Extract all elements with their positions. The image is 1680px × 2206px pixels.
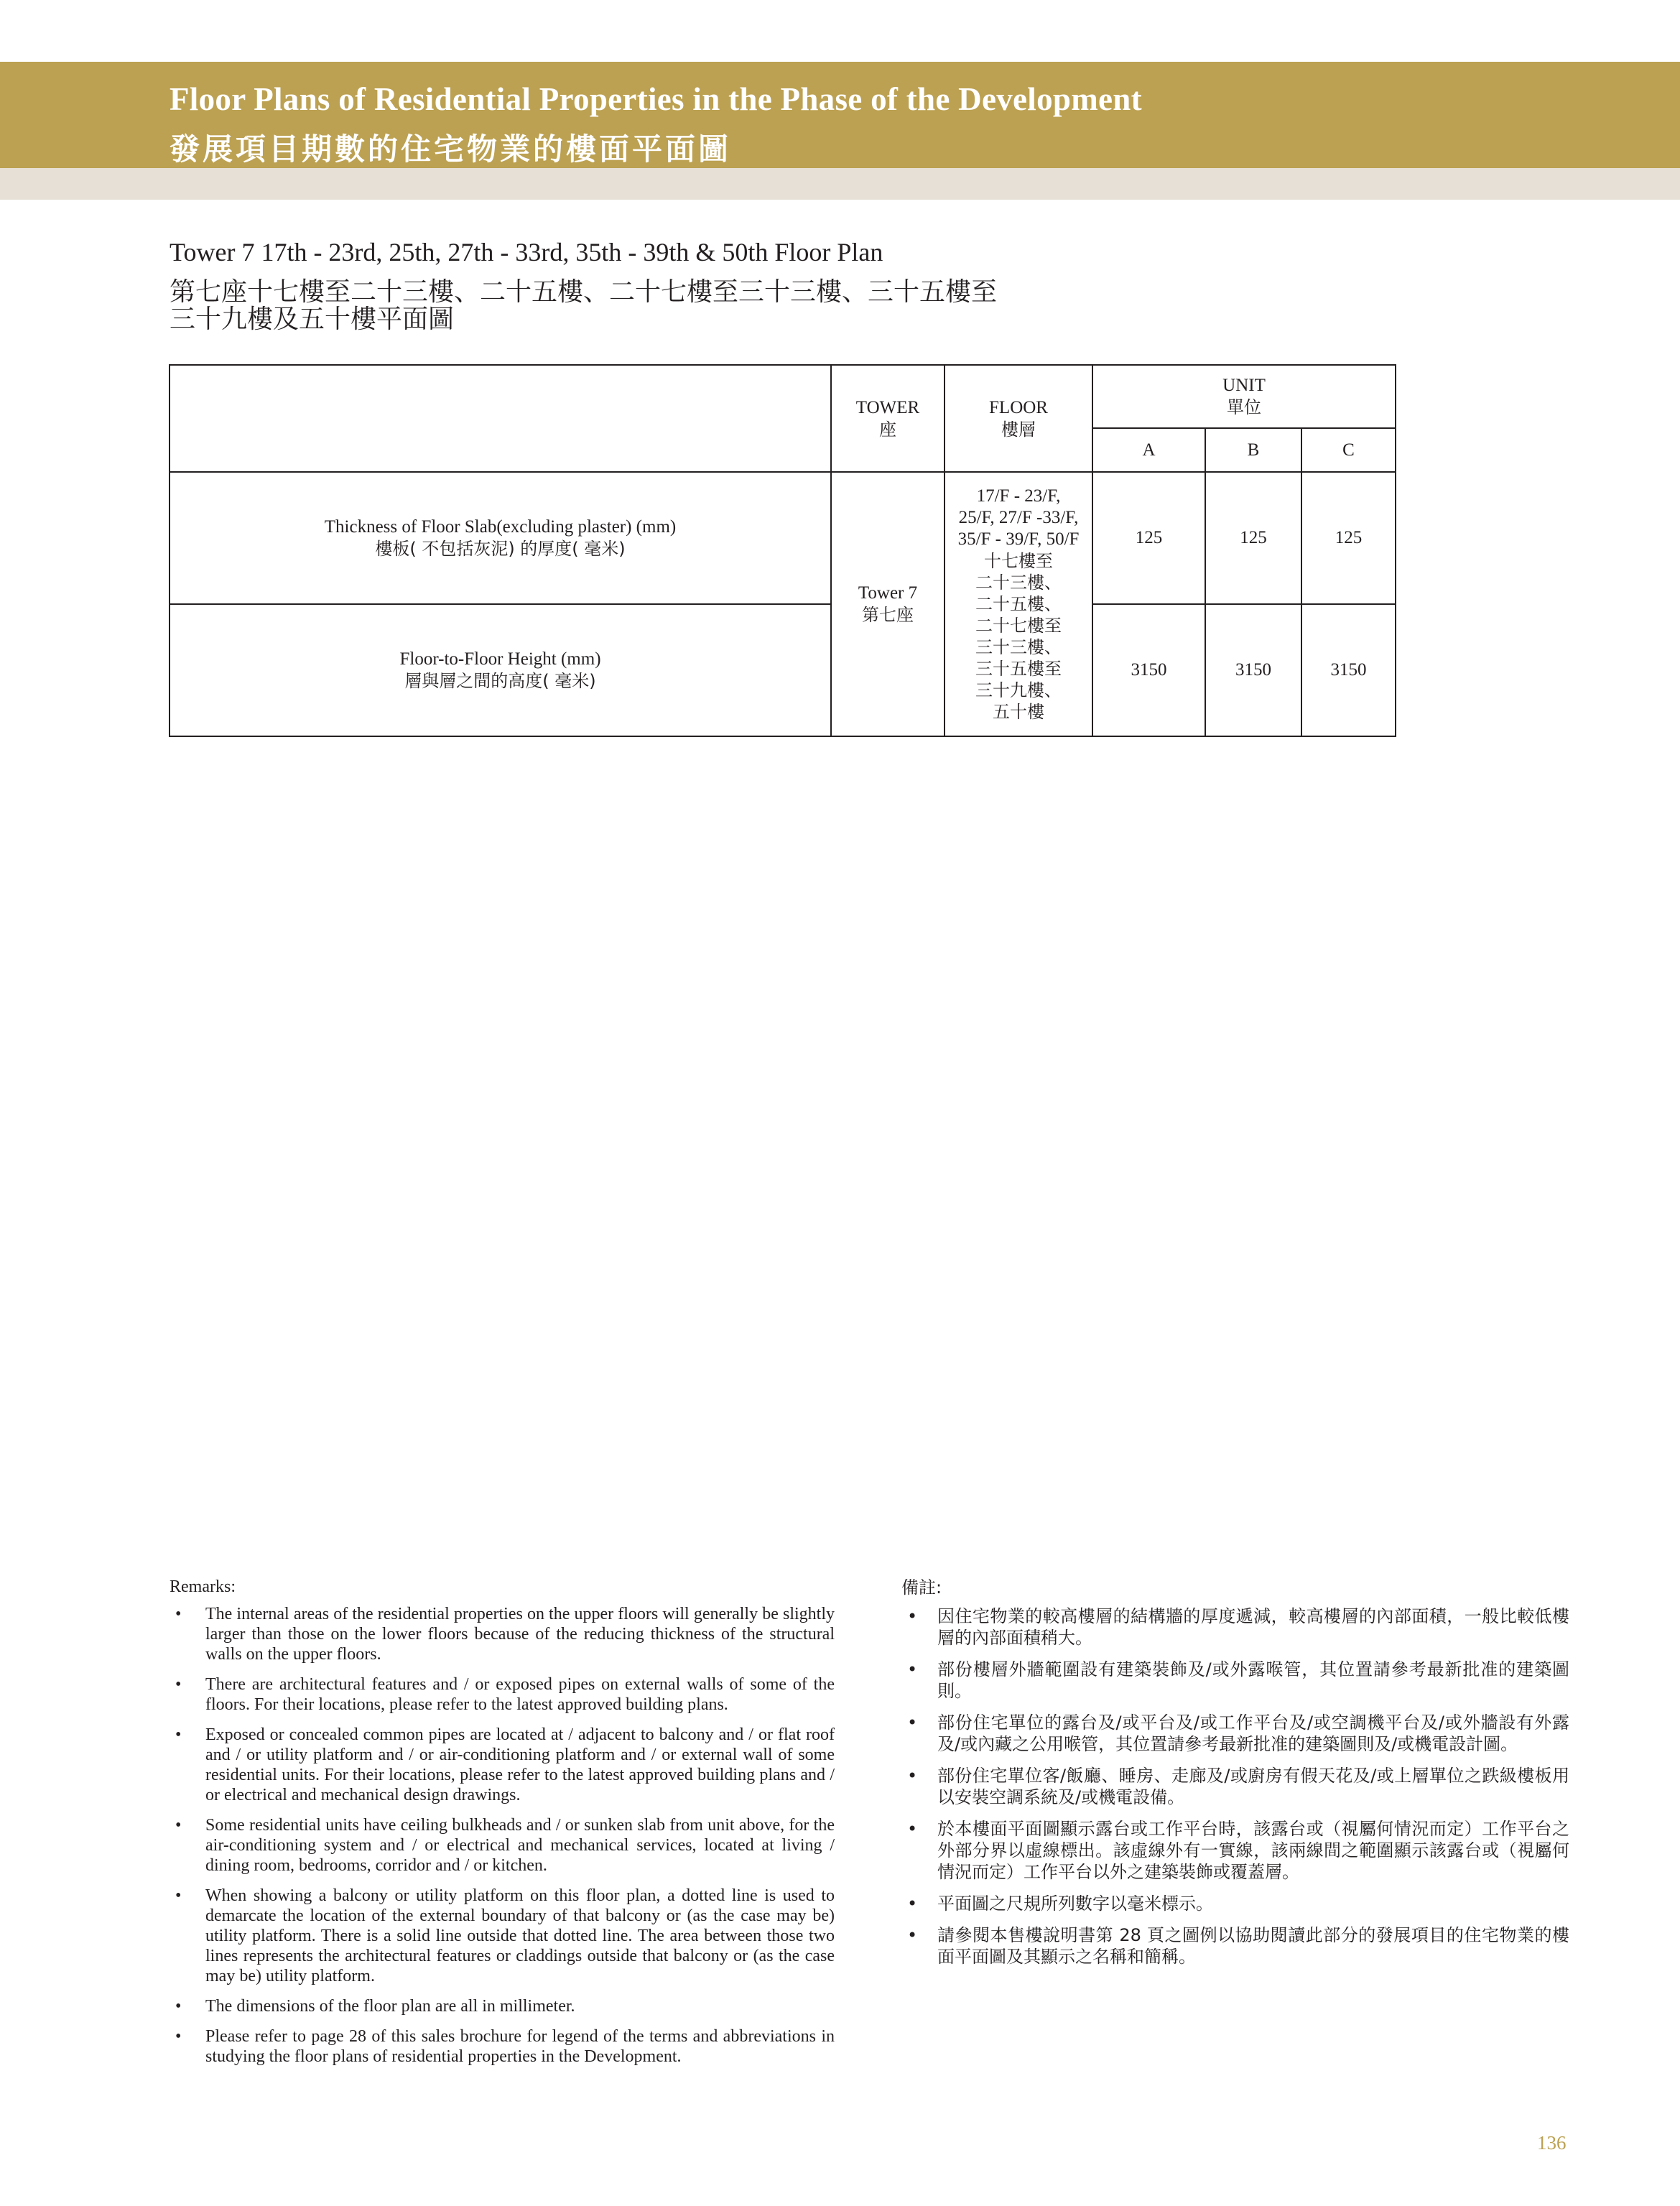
tower-value-zh: 第七座 [862, 605, 914, 625]
unit-header-zh: 單位 [1227, 397, 1262, 417]
tower-value-en: Tower 7 [858, 583, 918, 603]
remark-text: 部份樓層外牆範圍設有建築裝飾及/或外露喉管，其位置請參考最新批准的建築圖則。 [937, 1659, 1569, 1701]
remark-text: 於本樓面平面圖顯示露台或工作平台時，該露台或（視屬何情況而定）工作平台之外部分界以虛線標出。該虛線外有一實線，該兩線間之範圍顯示該露台或（視屬何情況而定）工作平台以外之建築裝飾或覆蓋層。 [937, 1819, 1569, 1882]
unit-header [1092, 365, 1396, 428]
remark-text: The dimensions of the floor plan are all in millimeter. [205, 1997, 575, 2016]
row-label-zh: 層與層之間的高度( 毫米) [404, 671, 596, 691]
bullet-icon: • [175, 1605, 182, 1623]
remark-text: 因住宅物業的較高樓層的結構牆的厚度遞減，較高樓層的內部面積，一般比較低樓層的內部面積稍大。 [937, 1606, 1569, 1648]
remark-text: Exposed or concealed common pipes are located at / adjacent to balcony and / or flat roof and / or utility platform and / or air-conditioning platform and / or external wall of some residential units. For their locations, please refer to the latest approved building plans and / or electrical and mechanical design drawings. [205, 1725, 835, 1804]
list-item [170, 2026, 835, 2067]
floor-line: 五十樓 [993, 702, 1044, 722]
table-cell: 125 [1205, 472, 1301, 604]
floor-header-en: FLOOR [989, 397, 1048, 417]
remarks-list-en [170, 1604, 835, 2067]
bullet-icon: • [907, 1894, 918, 1914]
bullet-icon: • [175, 2027, 182, 2046]
remark-text: There are architectural features and / or exposed pipes on external walls of some of the floors. For their locations, please refer to the latest approved building plans. [205, 1675, 835, 1714]
list-item [170, 1886, 835, 1986]
floor-line: 三十三樓、 [975, 637, 1062, 657]
bullet-icon: • [175, 1725, 182, 1744]
tower-header-zh: 座 [879, 419, 896, 440]
remarks-en [170, 1577, 835, 2077]
bullet-icon: • [175, 1997, 182, 2016]
list-item [901, 1605, 1569, 1649]
row-label-zh: 樓板( 不包括灰泥) 的厚度( 毫米) [375, 539, 626, 559]
floor-line: 二十七樓至 [975, 616, 1062, 636]
bullet-icon: • [175, 1816, 182, 1835]
floor-line: 十七樓至 [984, 551, 1053, 571]
plan-title-en: Tower 7 17th - 23rd, 25th, 27th - 33rd, 35th - 39th & 50th Floor Plan [170, 238, 883, 267]
tower-header [831, 365, 945, 472]
list-item [170, 1604, 835, 1664]
bullet-icon: • [907, 1659, 918, 1679]
bullet-icon: • [907, 1925, 918, 1945]
remarks-zh [901, 1577, 1569, 1978]
row-label-en: Floor-to-Floor Height (mm) [399, 649, 601, 669]
bullet-icon: • [907, 1713, 918, 1733]
floor-line: 二十五樓、 [975, 594, 1062, 614]
list-item [170, 1725, 835, 1805]
remark-text: The internal areas of the residential properties on the upper floors will generally be slightly larger than those on the lower floors because of the reducing thickness of the structural walls on the upper floors. [205, 1605, 835, 1664]
remark-text: 平面圖之尺規所列數字以毫米標示。 [937, 1894, 1213, 1914]
floor-line: 25/F, 27/F -33/F, [958, 508, 1079, 527]
remarks-heading-zh: 備註: [901, 1577, 942, 1598]
section-title-zh: 發展項目期數的住宅物業的樓面平面圖 [170, 131, 732, 167]
row-label-en: Thickness of Floor Slab(excluding plaster) (mm) [324, 517, 677, 537]
remarks-list-zh [901, 1605, 1569, 1968]
table-cell: 3150 [1092, 604, 1205, 736]
floor-value [945, 472, 1092, 736]
table-row-label [170, 604, 831, 736]
bullet-icon: • [907, 1606, 918, 1626]
floor-line: 二十三樓、 [975, 573, 1062, 593]
table-cell: 3150 [1301, 604, 1396, 736]
remark-text: Please refer to page 28 of this sales brochure for legend of the terms and abbreviations in studying the floor plans of residential properties in the Development. [205, 2027, 835, 2066]
remark-text: When showing a balcony or utility platform on this floor plan, a dotted line is used to demarcate the location of the external boundary of that balcony or (as the case may be) utility platform. There is a solid line outside that dotted line. The area between those two lines represents the architectural features or claddings outside that balcony or (as the case may be) utility platform. [205, 1886, 835, 1985]
remark-text: 部份住宅單位的露台及/或平台及/或工作平台及/或空調機平台及/或外牆設有外露及/或內藏之公用喉管，其位置請參考最新批准的建築圖則及/或機電設計圖。 [937, 1713, 1569, 1754]
unit-a-header: A [1092, 428, 1205, 472]
plan-title-zh-line2: 三十九樓及五十樓平面圖 [170, 305, 455, 334]
list-item [170, 1674, 835, 1715]
list-item [170, 1996, 835, 2016]
header-divider-strip [0, 168, 1680, 200]
table-cell: 125 [1092, 472, 1205, 604]
table-header-empty [170, 365, 831, 472]
bullet-icon: • [907, 1766, 918, 1786]
remark-text: 部份住宅單位客/飯廳、睡房、走廊及/或廚房有假天花及/或上層單位之跌級樓板用以安裝空調系統及/或機電設備。 [937, 1766, 1569, 1807]
floor-line: 三十九樓、 [975, 680, 1062, 700]
plan-title-zh-line1: 第七座十七樓至二十三樓、二十五樓、二十七樓至三十三樓、三十五樓至 [170, 277, 998, 307]
floor-header-zh: 樓層 [1001, 419, 1036, 440]
remarks-heading-en: Remarks: [170, 1577, 236, 1596]
floor-line: 17/F - 23/F, [976, 486, 1061, 506]
list-item [901, 1924, 1569, 1968]
table-row-label [170, 472, 831, 604]
floor-spec-table [169, 364, 1396, 737]
unit-c-header: C [1301, 428, 1396, 472]
tower-value [831, 472, 945, 736]
list-item [901, 1893, 1569, 1914]
table-cell: 3150 [1205, 604, 1301, 736]
bullet-icon: • [175, 1886, 182, 1905]
bullet-icon: • [175, 1675, 182, 1694]
table-cell: 125 [1301, 472, 1396, 604]
unit-b-header: B [1205, 428, 1301, 472]
list-item [901, 1765, 1569, 1808]
list-item [901, 1818, 1569, 1883]
floor-header [945, 365, 1092, 472]
unit-header-en: UNIT [1222, 376, 1266, 395]
page-number: 136 [1537, 2132, 1567, 2154]
remark-text: Some residential units have ceiling bulkheads and / or sunken slab from unit above, for the air-conditioning system and / or electrical and mechanical services, located at living / dining room, bedrooms, corridor and / or kitchen. [205, 1816, 835, 1875]
list-item [901, 1712, 1569, 1755]
tower-header-en: TOWER [855, 397, 920, 417]
floor-line: 35/F - 39/F, 50/F [957, 529, 1080, 549]
remark-text: 請參閱本售樓說明書第 28 頁之圖例以協助閱讀此部分的發展項目的住宅物業的樓面平面圖及其顯示之名稱和簡稱。 [937, 1925, 1569, 1967]
floor-line: 三十五樓至 [975, 659, 1062, 679]
section-title-en: Floor Plans of Residential Properties in the Phase of the Development [170, 81, 1142, 117]
list-item [901, 1659, 1569, 1702]
list-item [170, 1815, 835, 1876]
bullet-icon: • [907, 1819, 918, 1839]
